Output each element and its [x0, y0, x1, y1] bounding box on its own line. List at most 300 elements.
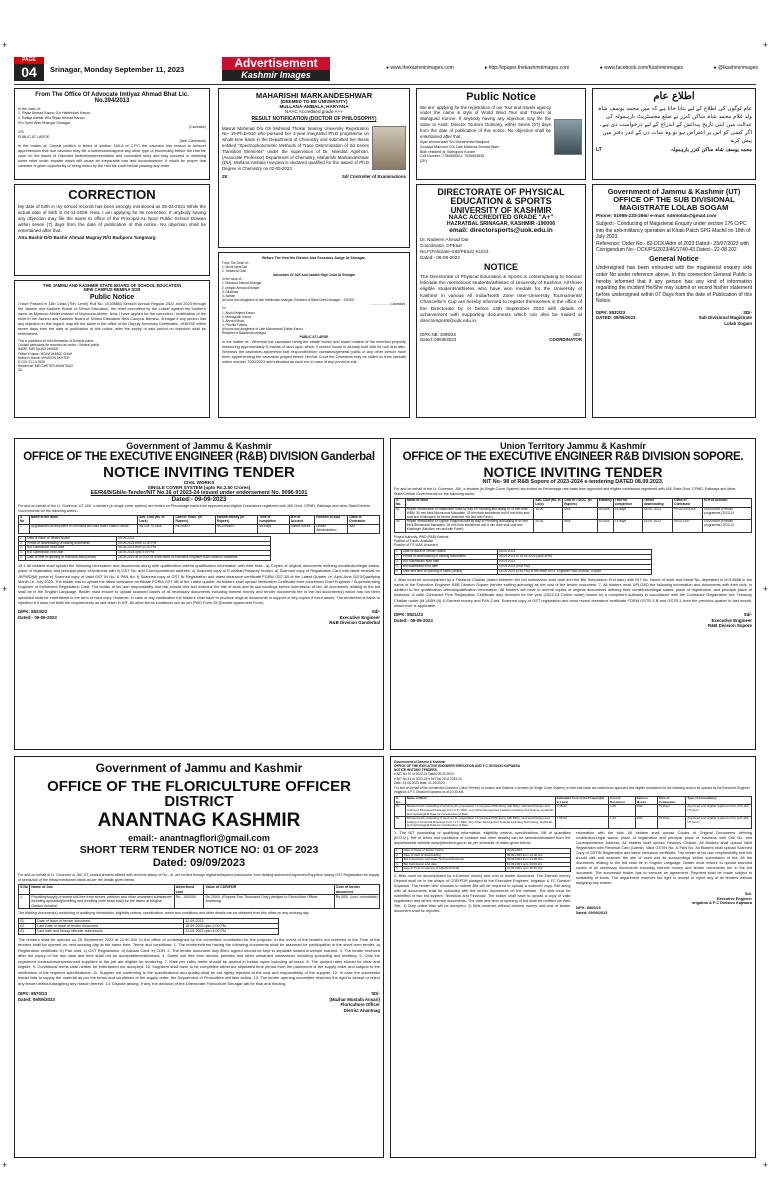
ad-body: عام لوگوں کی اطلاع کے لیے بتایا جاتا ہے کہ میں محمد یوسف شاہ ولد غلام محمد شاہ ساکن کنزر نے ضلع مجسٹریٹ بارہمولہ کی عدالت میں اپنی تاریخ پیدائش کے اندراج کے لیے درخواست دی ہے۔ اگر کسی کو اس پر اعتراض ہو تو وہ سات دن کے اندر دفتر میں پیش کرے: [598, 105, 752, 144]
table-cell: 12-09-2023: [184, 918, 279, 923]
section-title-top: Advertisement: [222, 57, 330, 70]
table-cell: 40,000/-: [597, 520, 613, 533]
ad-result-heading: RESULT NOTIFICATION (DOCTOR OF PHILOSOPHY): [251, 116, 377, 123]
ad-phone: Phone: 01955-233-266// e-mail: sdmlolab@gmail.com: [596, 213, 717, 219]
ad-line: 1. Munir Iqbal Dar: [222, 264, 248, 269]
table-cell: Approved and eligible registered firm with J&K UT Govt.: [686, 817, 752, 829]
ad-title: NAAC ACCREDITED GRADE "A+": [448, 214, 554, 222]
table-cell: DISA MAIR (Pothole programme) 2023-24: [703, 520, 752, 533]
table-header-cell: Advertised cost: [174, 885, 204, 895]
table-cell: District Sector: [289, 525, 315, 534]
ad-signature: Executive Engineer: [339, 614, 380, 620]
ad-line: 1. Abdul Majeed Kanoo: [222, 310, 255, 315]
ad-signature: R&B Division Ganderbal: [329, 620, 380, 626]
table-cell: AAY: [348, 525, 380, 534]
ad-office: ANANTNAG KASHMIR: [97, 810, 301, 832]
ad-email: email:- anantnagflori@gmail.com: [128, 833, 270, 844]
table-header-cell: M.H of Account: [289, 516, 315, 525]
table-header-cell: Value of CDR/FDR: [204, 885, 334, 895]
ad-signature: Executive Engineer: [711, 617, 752, 623]
ad-reference: Reference: Order No:- 82-DCK/Adm of 2023 Dated:- 25/07/2023 with Corrigendum No:- DCK/PS/2023/46/1740-43 Dated:- 22-08 202: [596, 240, 749, 254]
ad-nit: SHORT TERM TENDER NOTICE NO: 01 OF 2023: [79, 844, 319, 857]
table-cell: 14.09.2023 upto 16:00 Hrs: [505, 862, 570, 867]
table-cell: 1.55.00: [555, 805, 608, 817]
ad-caveat-bhat: [14, 88, 210, 180]
table-row: [395, 520, 752, 533]
ad-line: Position of Funds: Available: [394, 539, 434, 544]
table-header-cell: Name of Work: [405, 499, 534, 508]
table-header-cell: Cost of Document: [609, 797, 636, 805]
ad-gov: Union Territory Jammu & Kashmir: [500, 441, 646, 451]
ad-title: CORRECTION: [68, 187, 156, 202]
table-cell: 5.: [19, 556, 26, 561]
table-cell: 20.00: [534, 520, 563, 533]
ad-signature: Lolab Sogam: [724, 320, 752, 326]
table-cell: Repair /Restoration of Sopore Sugipora road by way of Providing and laying of 50 mm thick Bituminous Macadam, 25 mm thick semidense and 6 mm thick seal coat and Khaibapin (Machine mix laid with Paver): [405, 520, 534, 533]
ad-line: OFFICE OF THE EXECUTIVE ENGINEER IRRIGATION AND F C DIVISION KUPWARA: [394, 764, 521, 769]
ad-field: Contact particulars be recorded as under:- General public,: [18, 343, 101, 348]
ad-role: (Caveator): [189, 125, 206, 130]
table-cell: 2.: [19, 541, 26, 546]
table-cell: 15.09.2023 upto 10:30 Hrs: [505, 867, 570, 872]
ad-office: OFFICE OF THE EXECUTIVE ENGINEER R&B DIVISION SOPORE.: [402, 451, 744, 464]
ad-sd: SD/-: [573, 331, 582, 337]
ad-title: NOTICE INVITING TENDER: [483, 463, 663, 480]
ad-body: I have Passed in 11th Class (Tbh. Level) Roll No. 10108863 Session Annual Regular 2022 and 2023 through the Jammu and Kashmir Board of School Education, the relief committed by the Lobsel against my Mother's name as Mymoon Akhter instead of Mymoona Akhter. Now, I have applied for the correction / rectification of the relief in the Jammu and Kashmir Board of School Education New Campus Bemina, Srinagar if any person has any objection in this regard, may file the same in the office of the Deputy Secretary Certificates, JKBOSE within seven days from the date of publication of this notice, after the expiry of said period no objection shall be entertained.: [18, 302, 206, 337]
ad-sub: SINGLE COVER SYSTEM (upto Rs.2.50 Crores): [147, 485, 251, 491]
link-website[interactable]: ● www.thekashmirimages.com: [386, 65, 454, 71]
table-cell: 15.00: [534, 507, 563, 520]
page-badge: [14, 57, 44, 81]
ad-sd: Sd/-: [371, 609, 380, 615]
ad-title: Public Notice: [89, 293, 135, 301]
table-cell: Period of downloading of bidding documents: [401, 555, 497, 560]
ad-line: All sons and daughters of late Habibullah Ahangar. Resident of Batal Dorisi srinagar. - 190002: [222, 298, 355, 303]
ad-body: My date of birth in my school records has been wrongly mentioned as 05-03-2021 While the actual date of birth is 04-11-2008. Now, I am applying for its correction. If anybody having any objection may file the same to office of the Principal AL Noor Public School Dolwan within seven (7) days from the date of publication of this notice. No objection shall be entertained after that.: [18, 203, 206, 233]
table-header-cell: Position of AAA: [315, 516, 348, 525]
ad-line: e-NIT No.14 of 2023-24 e-NIT No 26 of 2023-24: [394, 776, 462, 781]
ad-public: PUBLIC AT LARGE: [18, 134, 50, 139]
table-cell: 09-09-2023 from 12:00 PM: [117, 546, 271, 551]
ad-date: DATED: 09/09/2023: [596, 315, 636, 321]
ad-dipk: DIPK: 8533/23: [18, 609, 48, 615]
ad-tag: LT: [596, 147, 602, 154]
ad-sd: SD/-: [743, 309, 752, 315]
table-header-cell: E/Money: [597, 499, 613, 508]
table-cell: 200/-: [635, 805, 657, 817]
ad-dipk: DIPK: 8532/23: [596, 309, 626, 315]
ad-line: Government of Jammu & Kashmir: [394, 760, 446, 764]
table-cell: 01: [395, 507, 406, 520]
schedule-table: [394, 848, 571, 872]
table-cell: Upgradation/Development of Shuhama link road under District Sector: [29, 525, 137, 534]
ad-signature: Atra Bashir D/O Bashir Ahmad Magray R/O Badipora Tangmarg: [18, 235, 156, 241]
table-cell: 3.: [19, 546, 26, 551]
ad-sdm-lolab: [592, 184, 756, 418]
table-cell: Rs.2000/- (Rupees Two Thousand Only) pledged to Floriculture Officer Anantnag: [204, 895, 334, 909]
ad-sd: Sd/-: [743, 612, 752, 618]
table-cell: District Administration: [315, 525, 348, 534]
ad-body: 2. Bids must be accompanied by e-Earnest money and cost of tender document. The Earnest money Deposit shall be in the shape of CDR/FDR pledged to the Executive Engineer, Irrigation & FC Division Kupwara. The bidder who chooses to submit Bid will be required to upload a scanned copy. Bid along with all documents shall be uploaded with the tender documents on the website. The bids must be submitted in two bid system: Technical and Financial. The bidder shall have to upload a copy of valid registration and all the relevant documents. The date and time of opening of bid shall be notified via Web Site. 1) Only online bids will be accepted. 2) Bids received without earnest money and cost of tender document shall be rejected.: [394, 873, 571, 913]
ad-jkbose-notice: [14, 280, 210, 418]
table-header-cell: Estimated Cost of the Project (Rs in Lacs): [555, 797, 608, 805]
ad-office: OFFICE OF THE EXECUTIVE ENGINEER (R&B) DIVISION Ganderbal: [23, 451, 375, 464]
table-header-cell: Name of Job: [30, 885, 174, 895]
table-cell: Rs.2600/=: [174, 525, 215, 534]
table-cell: 02: [395, 520, 406, 533]
ad-line: 2. Imtiyaz Ahmad Ahangar: [222, 285, 260, 290]
table-cell: 5: [395, 569, 402, 574]
ad-dipk: DIPK: 8560/23: [575, 906, 601, 911]
table-cell: 01.: [19, 918, 36, 923]
ad-signature: R&B Division Sopore: [707, 623, 752, 629]
table-cell: 02: [395, 817, 406, 829]
ad-floriculture-tender: [14, 756, 384, 1158]
ad-signature: Sub Divisional Magistrate: [698, 315, 752, 321]
ad-line: Resident of Batadomti,srinagar: [222, 331, 266, 336]
table-row: [395, 805, 752, 817]
ad-line: Project Authority: PWD (R&B) Kashmir.: [394, 534, 450, 539]
table-header-cell: Class of Contractor: [673, 499, 703, 508]
table-cell: 09.09.2023 to 15.09.2023 (upto 4PM): [498, 555, 652, 560]
ad-title: NOTICE INVITING TENDER: [103, 463, 295, 481]
ad-sd: SD/-: [371, 991, 380, 997]
table-header-cell: Cost of T/Doc. (In Rupees): [174, 516, 215, 525]
table-cell: DISA MAIR (Pothole programme) 2023-24: [703, 507, 752, 520]
table-cell: 08.09.2023: [498, 550, 652, 555]
ad-intro: For and on behalf of the Lieutenant Governor, Union Territory of Jammu and Kashmir, e-tenders (in Single Cover System) on item rate basis are invited from approved and eligible contractors for the following work to be opened by the Executive Engineer Irrigation & F C Division Kupwara on at 10:30 AM.: [394, 785, 750, 795]
table-cell: Repair /Restoration of Habibullah Road by way of Providing and laying of 75 mm thick WBM, 50 mm thick Bituminous Macadam, 25 mm thick semidense and 6 mm thick seal coat and Khaibapine for berms (Machine mix laid with Paver).: [405, 507, 534, 520]
ad-line: Coordinator, DPE&S: [420, 243, 462, 249]
ad-directorate-sports: [416, 184, 586, 418]
ad-line: NOTICE INVITING TENDERS: [394, 768, 437, 773]
table-header-cell: Cost of tender document: [334, 885, 379, 895]
table-cell: 1.: [19, 895, 30, 909]
table-cell: Bid Submission End Date: [26, 551, 117, 556]
ad-field: D.O.B: 01-10-2008: [18, 359, 45, 364]
table-cell: 3: [395, 858, 403, 863]
table-cell: 16.09.2023 (4:30 PM) in the office of Ex. Engineer R&B Division, Sopore: [498, 569, 652, 574]
ad-dipk: DIPK: 8570/23: [18, 991, 48, 997]
ad-line: Cell Number:-7780859001, 7006553838: [420, 154, 485, 159]
ad-line: 1. Manzoor Ahmad Ahangar: [222, 281, 262, 286]
ad-body: Masrat Mohmad D/o Gh Mohmad Thokar bearing University Registration No- 19-Ph.D-010 who pursued her 3-year integrated Ph.D programme on whole-time basis in the Department of Chemistry and submitted her thesis entitled "Spectrophotometric Methods of Trace Determination of Sd Series Transition Elements" under the supervision of Dr. Nivedita Agnihotri, (Associate Professor) Department of Chemistry, Maharishi Markandeshwar (DU), Mullana-Ambala Haryana is declared qualified for the award of Ph.D Degree in Chemistry on 02-09-2023.: [222, 125, 369, 172]
table-cell: Last Date of issue of tender document: [36, 923, 184, 928]
ad-line: In the case of:-: [222, 277, 244, 282]
ad-signature: District Anantnag: [343, 1007, 380, 1013]
ad-title: MAHARISHI MARKANDESHWAR: [255, 91, 373, 100]
ad-date: Dated: 09/09/2023: [18, 996, 55, 1002]
ad-body: The tenders shall be opened on 25 September 2023 at 11:00 AM. In the office of undersigned by the committee constituted for the purpose. In the event of the tenders not received in the Time of the tenders shall be opened on next working day at the same time. Terms and conditions: 1. The tenderer/firms having the following documents shall be assumed for participation in the short term tender. a) Registration certificate. b) Pan card. c) GST Registration. d) Adhaar Card. e) CDR. 2. The tender document duly filled, signed should be kept in separate sealed envelope marked. 3. The tender received after the expiry of the due date and time shall not be acceptable/entertained. 4. Sweet soil free from stones, pebbles and other unwanted substances including spreading and levelling. 5. Only the registered contractors/experienced suppliers in the job are eligible for tendering. 7. Rate per cubic meter should be quoted in Indian rupee including all taxes. 8. The quoted rates should be clear and eligible. 9. Conditional terms shall neither be entertained nor accepted. 10. Suppliers shall have to be completed within the stipulated time period from the placement of the supply order and subject to the verification of the required specifications. 11. Supplier not confirming to the specifications and quality shall be out rightly rejected at the cost and responsibility of the supplier. 12. In case the successful bidder fails to supply the material as per the terms and conditions of the supply order, the Department of Floriculture will take action. 13. The tender opening committee reserves the right to accept or reject any tender without assigning any reason thereof. 14. Dispute arising, if any, the decision of the Directorate Floriculture Srinagar will be final and binding.: [18, 936, 380, 986]
ad-sub: (DEEMED TO BE UNIVERSITY): [280, 98, 348, 104]
ad-line: e-NIT No 97 of 2023-24 Dated:09.09.2023: [394, 772, 454, 777]
ad-subject: Subject:- Conducting of Magisterial Enquiry under section 176 CrPC into the anti-militancy operation at Khaki Patch SPG Machil on 19th of July 2023.: [596, 221, 751, 241]
ad-sd: Sd/-: [744, 892, 752, 896]
ad-line: All sons and daughters of Late Mohammad Sultan Kanoo: [222, 327, 303, 332]
table-cell: 09-09-2023 from 12:00 PM: [117, 541, 271, 546]
table-row: [395, 867, 571, 872]
ad-vs: Vs: [222, 306, 226, 311]
crop-mark: +: [762, 1160, 768, 1170]
ad-title: UNIVERSITY OF KASHMIR: [450, 205, 552, 215]
ad-body: The Directorate of Physical Education & Sports is contemplating to honour/ felicitate the meritorious students/athletes of University of Kashmir. All those eligible students/athletes who have won medals for the University of Kashmir in various All India/North Zone Inter-University Tournaments/ Chancellor's Cup are hereby informed to register themselves in the office of the Directorate by or before 14th September 2023 with details of achievement with supporting documents which can also be mailed at directorsports@uok.edu.in.: [420, 274, 582, 325]
ad-date: Dated:- 09-09-2023: [394, 617, 433, 623]
table-cell: Bid Submission start date: [401, 560, 497, 565]
table-cell: Date of start of downloading: [402, 853, 505, 858]
ad-title: Public Notice: [466, 91, 536, 103]
table-header-cell: Adv. Cost (Rs. In Lacs): [534, 499, 563, 508]
table-cell: 5: [395, 867, 403, 872]
ad-line: Position of T.S /AAA: Accorded: [394, 543, 438, 548]
table-row: [19, 929, 279, 934]
ad-line: 2. Rafiqa Akhtar W/o Riyaz Ahmad Kanoo: [18, 115, 85, 120]
ad-sub: NAAC Accredited grade A++: [285, 108, 343, 114]
ad-line: 1. Riyaz Ahmad Kanoo S/o Habibullah Kanoo: [18, 111, 91, 116]
ad-body: information with the bids. All bidders shall upload Copies of Original Documents defining constitution/Legal status, place of registration and principal place of business with Cell No. and Correspondence Address. All bidders shall upload Treasury Challan. All Bidders shall upload Valid Registration with Renewal Card (Latest). Valid GSTIN No. & PAN No. All Bidders shall upload Scanned Copy of GSTIN Registration and latest clearance certificate. The bidder at his own responsibility and risk should visit and examine the site of work and its surroundings before submission of bid. All the documents relating to the bid shall be in English Language. Bidder must ensure to upload scanned copies of all necessary documents including earnest money and tender documents fee in the bid document. The successful bidder has to execute an agreement. Payment shall be made subject to availability of funds. The department reserves the right to accept or reject any or all tenders without assigning any reason.: [575, 831, 752, 885]
table-cell: 15 days: [613, 507, 642, 520]
link-epaper[interactable]: ● http://epaper.thekashmirimages.com: [484, 65, 570, 71]
ad-body: Undersigned has been entrusted with the magisterial enquiry vide order No under reference above, In this connection General Public is hereby informed that if any person has any kind of information regarding the incident He/She may submit or record his/her statement before undersigned within 07 Days from the date of Publication of this Notice.: [596, 265, 752, 305]
ad-line: Aijaz ahmad wani S/o Mohammad Maqbool: [420, 140, 490, 145]
table-cell: 09-09-2023: [117, 536, 271, 541]
table-row: [19, 895, 380, 909]
table-cell: REG/CEE/DEE: [673, 507, 703, 520]
works-table: [394, 796, 752, 829]
header-rule: [14, 84, 756, 85]
ad-title: اطلاع عام: [653, 91, 695, 102]
table-header-cell: Adv. Cost (Rs. in Lacs): [138, 516, 174, 525]
table-cell: 1.: [19, 536, 26, 541]
table-cell: 2: [395, 555, 402, 560]
ad-line: Advocates Of J&K And Ladakh High Court At Srinagar: [272, 273, 356, 278]
ad-vs: V/S: [18, 129, 24, 134]
ad-org: THE JAMMU AND KASHMIR STATE BOARD OF SCHOOL EDUCATION: [42, 283, 182, 288]
ad-body: 2. Bids must be accompanied by a Treasury Challan (dated between the bid submission start date and the Bid Submission End date) with NIT No. Name of work and Serial No. deposited in M.H.8658 in the name of the Executive Engineer R&B Division Sopore (tender inviting authority) as the cost of the tender document. 7. All bidders must UPLOAD the following information and documents with their bids, in addition to the qualification criteria/qualification information. All bidders will have to submit copies of original documents defining their constitution/legal status, place of registration, and principal place of business. A valid Contractor Firm Registration Certificate duly renewed for the year (2023-24 Online mode) issued by a competent authority in accordance with the Contractor Registration Act. Treasury Challan under (M.)4059 (II) & Earnest money and PAN Card. Scanned copy of GST registration and most recent clearance certificate FORM GSTR-3 B and GSTR-1 from the previous quarter to last month, which ever is applicable.: [394, 576, 752, 608]
table-cell: Date of time of opening of Technical Bids(Online): [26, 556, 117, 561]
ad-date: Dated:- 09-09-2023: [171, 495, 227, 503]
ad-date: Dated: 09/09/2023: [152, 857, 246, 870]
table-cell: Period of downloading of bidding documents: [26, 541, 117, 546]
ad-date: Dated: 09/09/2023: [420, 337, 457, 343]
page-number: 04: [21, 64, 37, 80]
ad-title: From The Office Of Advocate Imtiyaz Ahmad Bhat Lic. No.394/2013: [35, 92, 189, 105]
ad-line: R/o Syed Wari Khanyar Srinagar: [18, 120, 70, 125]
table-cell: REG/ CEE: [673, 520, 703, 533]
table-cell: 4: [395, 564, 402, 569]
table-cell: 16.09. 2023: [642, 507, 672, 520]
table-header-cell: Name of the Work: [29, 516, 137, 525]
table-header-cell: S. No.: [395, 797, 406, 805]
ad-body: 1. The NIT (consisting of qualifying information, eligibility criteria, specifications, Bill of quantities (B.O.Q.), Set of terms and conditions of contract and other details) can be seen/downloaded from the departmental website www.jktenders.gov.in as per schedule of dates given below:: [394, 831, 571, 845]
ad-nit: NIT No- 98 of R&B Sopore of 2023-2024 e-tendering DATED 08.09.2023.: [482, 479, 664, 486]
table-cell: 45-Days: [258, 525, 289, 534]
ad-role: .......................Caveators.: [370, 302, 406, 307]
table-header-cell: Class of Contractor: [348, 516, 380, 525]
table-row: [395, 569, 652, 574]
ad-dipk: DIPK.NB: 3099/23: [420, 331, 456, 337]
table-cell: 09.09.2023 from 14:00 Hrs.: [505, 858, 570, 863]
dateline: Srinagar, Monday September 11, 2023: [50, 65, 185, 74]
table-cell: 1: [395, 550, 402, 555]
ad-mmu-result: [218, 88, 410, 248]
table-cell: Date of Issue of Tender Notice: [26, 536, 117, 541]
table-cell: 03.: [19, 929, 36, 934]
table-header-cell: Name of Work: [405, 797, 555, 805]
ad-intro: For and on behalf of the Lt. Governor, J&K, e-tenders (in Single Cover System) are invited on Percentage rate basis from approved and eligible contractors registered with J&K State Govt. CPWD, Railways and other State/Central Governments for the following works:: [394, 486, 736, 496]
crop-mark: +: [2, 584, 8, 594]
ad-line: 2. Mehrajudin Kanoo: [222, 314, 252, 319]
table-cell: Date of Issue of Tender Notice: [402, 849, 505, 854]
table-cell: 15 days: [613, 520, 642, 533]
table-cell: Rs.104.70 Lacs: [138, 525, 174, 534]
ad-field: Mother's Name: MYMOON AKHTER: [18, 355, 70, 360]
link-facebook[interactable]: ● www.facebook.com/Kashmirimages: [599, 65, 684, 71]
candidate-photo: [372, 126, 406, 170]
ad-tender-ganderbal: [14, 438, 384, 750]
ad-tender-sopore: [390, 438, 756, 750]
table-cell: 800/-: [563, 520, 598, 533]
table-cell: 15 Days: [657, 805, 686, 817]
ad-title: OFFICE OF THE SUB DIVISIONAL: [613, 194, 735, 204]
ad-line: Dated:- 08-09-2023: [420, 255, 460, 261]
table-cell: 3: [395, 560, 402, 565]
ad-public-notice-tour: [416, 88, 586, 180]
ad-body: We are: applying for the registration of our Tour and travels agency under the name & style of World Wind Tour and Travels at Wahigund Kunzer. If anybody having any objection may file the same to Asstt. Director Tourism Gulmarg, within Seven (07) days from the date of publication of this notice. No objection shall be entertained after that.: [420, 104, 551, 139]
schedule-table: [18, 536, 271, 561]
table-cell: Date of issue of tender document: [36, 918, 184, 923]
works-table: [394, 498, 752, 533]
ad-field: Residence: MIR DHETER ANANTNAG: [18, 364, 74, 369]
ad-email: email: directorsports@uok.edu.in: [449, 226, 553, 234]
ad-field: Father's Name: MOLVI AHMAD SHAH: [18, 351, 73, 356]
ad-signature: Floriculture Officer: [340, 1002, 380, 1008]
table-row: [19, 525, 380, 534]
works-table: [18, 884, 380, 909]
masthead: [14, 57, 756, 83]
ad-intro: For and on behalf of the Lt. Governor, UT J&K, e-tenders (in single cover system) are invited on Percentage basis from approved and eligible Contractors registered with J&K Govt. CPWD, Railways and other State/Central Governments for the following works:-: [18, 504, 370, 513]
table-cell: Bid submission End date: [401, 564, 497, 569]
crop-mark: +: [2, 1160, 8, 1170]
table-cell: 1.25: [609, 805, 636, 817]
ad-gov: Government of Jammu and Kashmir: [95, 761, 303, 775]
ad-line: 2. Tamanna Gazi: [222, 268, 247, 273]
ad-signature: (Mazhar Mustafa Ansari): [329, 996, 380, 1002]
table-cell: Bid Submission Start Date: [26, 546, 117, 551]
table-cell: Revised work: Awarding of services for preparation of complete DPR along with BOQ, structural Design and vetting of structural Drawings from I.I.T / REC. Any Other Recognized Institute including Soil testing, Hydraulic and Hydrological Data for construction of Dam.: [405, 817, 555, 829]
ad-title: EDUCATION & SPORTS: [450, 196, 552, 207]
ad-title: HAZRATBAL SRINAGAR, KASHMIR -190006: [446, 221, 556, 228]
table-cell: Revised work: Awarding of services for preparation of complete DPR along with BOQ, structural Design and vetting of Structural Drawings from I.I.T / REC. Any Other Recognized Institute including Soil Testing, Hydraulic and Hydrological Data for construction of Dam.: [406, 804, 554, 816]
table-cell: 1.25: [609, 817, 636, 829]
table-header-cell: Time of completion: [258, 516, 289, 525]
crop-mark: +: [762, 40, 768, 50]
ad-urdu-notice: [592, 88, 756, 180]
table-cell: Providing/supply of sweet soil free from stones, pebbles and other unwanted substances including spreading/levelling and levelling (with head load) for the lawns at Mughal Garden Achabal: [30, 895, 174, 909]
ad-field: This is published for the information of General public.: [18, 339, 95, 344]
table-cell: Rs.209560/=: [215, 525, 258, 534]
table-header-cell: S.No: [19, 885, 30, 895]
table-cell: 1: [19, 525, 30, 534]
table-cell: Date of issue of Tender Notice: [401, 550, 497, 555]
table-header-cell: Tender downloading: [642, 499, 672, 508]
ad-intro: For and on behalf of Lt. Governor of J&K UT, sealed tenders affixed with revenue stamp of Rs:- 4/- are invited through registered/speed post/courier from dealing authorized Agencies/Suppliers having GST Registration for supply of seeds/soil of the below mentioned ideas as per the details given below.: [18, 873, 380, 882]
ad-line: Both resident of: Wahigund Kunzer: [420, 149, 476, 154]
table-row: [395, 817, 752, 829]
ad-line: In the case of:: [18, 106, 41, 111]
ad-nit: EE/R&B/Gbl/e-Tender/NIT No.16 of 2023-24 issued under endorsement No. 9096-9101: [90, 489, 308, 496]
table-header-cell: Earnest Money: [635, 797, 657, 805]
ad-role: (Non Caveators): [179, 139, 206, 144]
ad-body: In the matter of: Caveat petition in terms of section 148-A of C.P.C the caveator has reason to believe/ apprehension that non caveator may file a suit/revision/appeal any other type of proceeding before the Hon'ble court on the bases of Distorted facts/misrepresentation and concealed story and may succeed in obtaining some relief under exparte which will cause an irreparable loss and inconvenience. It would be proper that caveator is given opportunity of being heard by the Hon'ble court before passing any order.: [18, 143, 206, 168]
crop-mark: +: [762, 584, 768, 594]
globe-icon: ●: [484, 65, 489, 71]
ad-signature: Irrigation & F C Division Kupwara: [691, 901, 752, 906]
ad-line: No.F(Felicitate-IUD/PE&S) KU/23: [420, 249, 489, 255]
table-cell: 18-09-2023 at 10:00 A.M in the office of Executive Engineer R&B Division Ganderbal: [117, 556, 271, 561]
table-header-cell: M.H of Account: [703, 499, 752, 508]
ad-line: 3. Ahmed Moos,: [222, 318, 246, 323]
table-cell: 4: [395, 862, 403, 867]
ad-body: 15.1 All bidders shall upload the following information and documents along with qualification criteria qualification information with their bids:- a) Copies of original documents defining constitution/legal status, place of registration and principal place of business with b) GST No. and Correspondence address. c) Scanned copy of E-challan/Treasury receipt. d) Scanned copy of Registration Card with latest renewal on JKPWD(M) portal e) Scanned copy of Valid GST IN No. & PAN No. f) Scanned copy of GST IN Registration and latest clearance certificate FORM GST-3B of the Latest Quarter i.e. April-June 2023/Qualifying Month i.e. July 2023. The bidder has to upload the latest clearance certificate FORM GST-3B of the Latest quarter. All bidders shall upload Verification Certificate from concerned Chief Engineer / Superintending Engineer of Enlistment Registration Card. The bidder at his own responsibility and risk should visit and examine the site of work and its surroundings before submission of bid. All documents relating to the bid shall be in the English Language. Bidder must ensure to upload scanned copies of all necessary documents including earnest money and tender documents fee in the bid document(s) which has not been uploaded shall be entertained in the form of hard copy. However, in case of any clarification the bidders shall have to produce original documents in support of key copies if need arises. The tender/bid is liable to rejection if it does not fulfill the requirements as laid down in NIT. All other terms conditions are as per PWD Form 25 (Double agreement Form).: [18, 562, 380, 605]
table-cell: 1.55.00: [555, 817, 608, 829]
table-row: [395, 507, 752, 520]
table-cell: 200/-: [635, 817, 657, 829]
table-cell: 600/-: [563, 507, 598, 520]
ad-date: Dated: 09/09/2023: [575, 910, 608, 915]
table-cell: 09.09.2023: [505, 849, 570, 854]
works-table: [18, 515, 380, 533]
ad-line: 4. Ashiae: [222, 293, 236, 298]
ad-signature: Sd/ Controller of Examinations: [341, 174, 406, 180]
ad-body: The bidding document(s) consisting of qualifying information, eligibility criteria, specification, terms and conditions and other details can be obtained from this office on any working day.: [18, 910, 310, 915]
ad-line: From The Desk of:-: [222, 260, 250, 265]
ad-tender-kupwara: [390, 756, 756, 1158]
crop-mark: +: [2, 40, 8, 50]
ad-notice-heading: General Notice: [649, 255, 699, 263]
table-cell: 15 Days: [657, 817, 686, 829]
table-cell: 15.09.2023 (4:00 PM): [498, 564, 652, 569]
table-cell: 09.09.2023: [498, 560, 652, 565]
ad-dipk: DIPK: 8521/23: [394, 612, 424, 618]
table-cell: 09.09.2023 from 14:00 Hrs.: [505, 853, 570, 858]
table-cell: 16.09. 2023: [642, 520, 672, 533]
table-cell: 30,000/-: [597, 507, 613, 520]
table-row: [19, 556, 271, 561]
ad-line: Dr. Nadeem Ahmad Dar: [420, 237, 469, 243]
header-links: [386, 65, 758, 71]
link-twitter[interactable]: ● @Ikashmirimages: [713, 65, 758, 71]
table-cell: 16-09-2023 upto 4:00 PM: [117, 551, 271, 556]
ad-body: In the matter of:- Whereas the caveators being the estate holder and share holders of the inherited property measuring approximately 6 marlas of land upon which 3 storied house is already built with its roof and attic. Whereas the caveators apprehend that respondent/non caveators/general public or any other person have been apprehending the caveators prayed before Hon'ble Court the Caveators may be called on their caveats notice number 7090/2023 and intimated as such nor in case of any previous suit.: [222, 339, 406, 364]
table-header-cell: S. No: [19, 516, 30, 525]
ad-office: OFFICE OF THE FLORICULTURE OFFICER DISTRICT: [47, 777, 351, 811]
table-cell: Rs.500/- (non- refundable): [334, 895, 379, 909]
ad-line: Gousiya Manzoor D/o Late Manzoor Ahmad Wani: [420, 145, 499, 150]
table-cell: 01: [395, 805, 406, 817]
ad-tag: ZA: [18, 368, 23, 373]
facebook-icon: ●: [599, 65, 605, 71]
ad-tag: (ZK): [420, 159, 427, 164]
section-title: [222, 57, 330, 81]
ad-title: Government of Jammu & Kashmir (UT): [607, 187, 741, 196]
ad-sub: MULLANA-AMBALA, HARYANA: [279, 103, 349, 109]
ad-signature: COORDINATOR: [549, 337, 582, 343]
table-header-cell: S. No.: [395, 499, 406, 508]
ad-org: NEW CAMPUS BEMINA SGR: [83, 287, 141, 293]
table-cell: Last date and timing offender submission: [36, 929, 184, 934]
ad-title: DIRECTORATE OF PHYSICAL: [437, 187, 565, 197]
table-header-cell: Time for completion: [613, 499, 642, 508]
